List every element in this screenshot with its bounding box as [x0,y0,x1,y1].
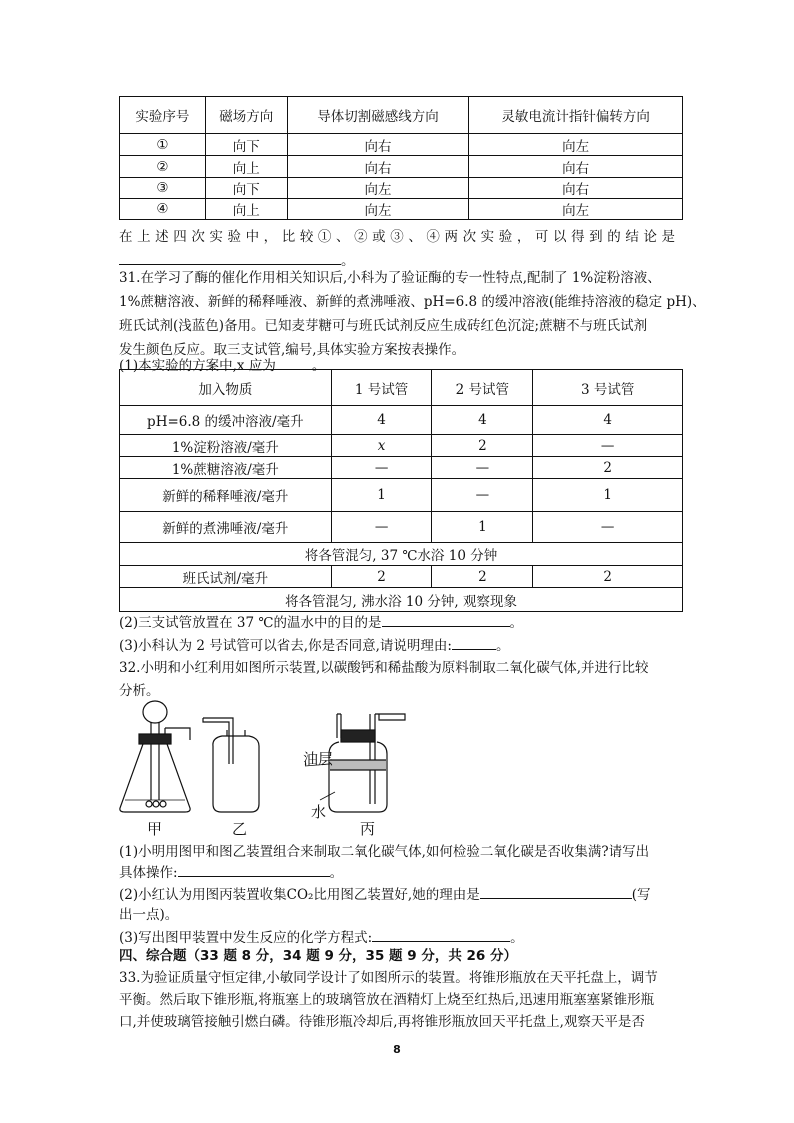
table-cell: 班氏试剂/毫升 [120,566,332,588]
table-row [120,566,683,588]
sentence-end: 。 [509,615,523,631]
q31-text-line: 31.在学习了酶的催化作用相关知识后,小科为了验证酶的专一性特点,配制了 1%淀粉溶液、 [119,270,661,286]
table-cell: 向右 [469,156,683,178]
q32-sub1-line1: (1)小明用图甲和图乙装置组合来制取二氧化碳气体,如何检验二氧化碳是否收集满?请写出 [119,844,650,860]
figure-label-yi: 乙 [232,820,248,838]
table-header-row [120,97,683,134]
figure-label-bing: 丙 [360,820,376,838]
sentence-end: 。 [510,930,524,946]
table-merged-cell: 将各管混匀, 沸水浴 10 分钟, 观察现象 [120,588,683,612]
table-row [120,134,683,156]
table-cell: ④ [120,199,206,220]
q32-sub2 [119,884,679,905]
table-row [120,479,683,512]
table-cell: 向下 [205,178,287,199]
table-row [120,457,683,479]
table-cell: — [432,479,533,512]
sentence-end: 。 [495,638,510,654]
table-cell: 1 [432,512,533,543]
sentence-end: 。 [341,253,355,269]
question-text: (2)小红认为用图丙装置收集CO₂比用图乙装置好,她的理由是 [119,887,480,903]
table-cell: ② [120,156,206,178]
table-header: 磁场方向 [205,97,287,134]
table-cell: — [533,512,683,543]
table-row [120,543,683,566]
q33-text-line: 平衡。然后取下锥形瓶,将瓶塞上的玻璃管放在酒精灯上烧至红热后,迅速用瓶塞塞紧锥形瓶 [119,992,655,1008]
figure-label-jia: 甲 [147,820,163,838]
answer-blank[interactable] [480,884,632,899]
table-cell: ① [120,134,206,156]
section-four-title: 四、综合题（33 题 8 分，34 题 9 分，35 题 9 分，共 26 分） [119,948,518,964]
q31-sub2 [119,612,679,633]
question-text: (3)写出图甲装置中发生反应的化学方程式: [119,930,373,946]
table-cell: — [331,512,432,543]
flask-jia-icon [120,701,190,812]
answer-blank[interactable] [382,612,510,627]
water-label: 水 [311,803,327,821]
table-cell: 2 [432,566,533,588]
sentence-end: 。 [329,865,344,881]
table-row [120,435,683,457]
table-cell: 向左 [287,199,469,220]
answer-blank[interactable] [119,250,341,265]
table-cell: 新鲜的稀释唾液/毫升 [120,479,332,512]
table-cell: 4 [533,406,683,435]
answer-blank[interactable] [276,355,312,370]
sentence-end: 。 [311,358,326,374]
table-header: 2 号试管 [432,370,533,406]
table-row [120,178,683,199]
table-cell: — [533,435,683,457]
table-cell: 2 [432,435,533,457]
table-header: 灵敏电流计指针偏转方向 [469,97,683,134]
table-cell: ③ [120,178,206,199]
enzyme-experiment-table [119,369,683,612]
table-cell: — [331,457,432,479]
table-cell: 2 [533,566,683,588]
table-cell: pH=6.8 的缓冲溶液/毫升 [120,406,332,435]
q32-text-line: 分析。 [119,683,160,699]
page-number: 8 [393,1043,401,1056]
table-cell: 向下 [205,134,287,156]
magnet-experiment-table [119,96,683,220]
table-cell: 2 [533,457,683,479]
table-cell: 向右 [287,134,469,156]
table-cell: 2 [331,566,432,588]
answer-blank[interactable] [372,927,510,942]
table-cell: 1%蔗糖溶液/毫升 [120,457,332,479]
q33-text-line: 33.为验证质量守恒定律,小敏同学设计了如图所示的装置。将锥形瓶放在天平托盘上，调节 [119,970,658,986]
table-header: 实验序号 [120,97,206,134]
table-cell: 向左 [469,134,683,156]
question-text: (3)小科认为 2 号试管可以省去,你是否同意,请说明理由: [119,638,452,654]
q31-text-line: 班氏试剂(浅蓝色)备用。已知麦芽糖可与班氏试剂反应生成砖红色沉淀;蔗糖不与班氏试剂 [119,318,648,334]
q30-conclusion: 在上述四次实验中，比较①、②或③、④两次实验，可以得到的结论是 [119,229,675,245]
table-row [120,406,683,435]
q32-sub1-line2 [119,862,679,883]
table-cell: 向上 [205,156,287,178]
table-cell: 1%淀粉溶液/毫升 [120,435,332,457]
table-header: 1 号试管 [331,370,432,406]
table-cell: 向右 [469,178,683,199]
table-cell: 向上 [205,199,287,220]
table-cell: x [331,435,432,457]
q32-text-line: 32.小明和小红利用如图所示装置,以碳酸钙和稀盐酸为原料制取二氧化碳气体,并进行比较 [119,660,649,676]
q31-sub3 [119,635,679,656]
q31-text-line: 1%蔗糖溶液、新鲜的稀释唾液、新鲜的煮沸唾液、pH=6.8 的缓冲溶液(能维持溶液的稳定 pH)、 [119,294,706,310]
answer-blank[interactable] [178,862,330,877]
table-row [120,156,683,178]
question-text: 具体操作: [119,865,178,881]
table-header: 导体切割磁感线方向 [287,97,469,134]
oil-layer-label: 油层 [303,750,334,768]
question-text: (1)本实验的方案中,x 应为 [119,358,276,374]
table-cell: 4 [432,406,533,435]
table-cell: 1 [331,479,432,512]
table-cell: 向左 [469,199,683,220]
table-cell: 1 [533,479,683,512]
q31-text-line: 发生颜色反应。取三支试管,编号,具体实验方案按表操作。 [119,342,466,358]
table-cell: 新鲜的煮沸唾液/毫升 [120,512,332,543]
table-header: 3 号试管 [533,370,683,406]
question-text: (写 [631,887,651,903]
table-cell: 向右 [287,156,469,178]
table-cell: 4 [331,406,432,435]
answer-blank[interactable] [452,635,496,650]
q32-sub3 [119,927,679,948]
table-cell: 向左 [287,178,469,199]
table-row [120,199,683,220]
table-header-row [120,370,683,406]
q32-sub2-line2: 出一点)。 [119,907,179,923]
table-merged-cell: 将各管混匀, 37 ℃水浴 10 分钟 [120,543,683,566]
table-cell: — [432,457,533,479]
question-text: (2)三支试管放置在 37 ℃的温水中的目的是 [119,615,382,631]
table-header: 加入物质 [120,370,332,406]
table-row [120,512,683,543]
table-row [120,588,683,612]
q33-text-line: 口,并使玻璃管接触引燃白磷。待锥形瓶冷却后,再将锥形瓶放回天平托盘上,观察天平是否 [119,1014,645,1030]
bottle-yi-icon [203,718,259,812]
